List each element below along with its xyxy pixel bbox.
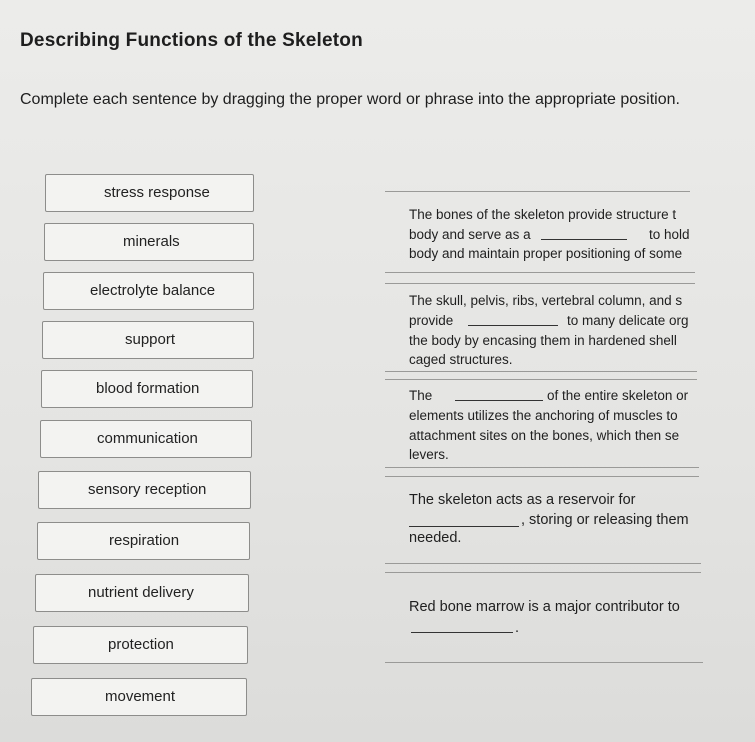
word-chip-support[interactable] <box>42 321 254 359</box>
sentence-line: elements utilizes the anchoring of muscles to <box>409 408 678 423</box>
drop-blank-movement[interactable] <box>455 388 543 401</box>
sentence-line: body and maintain proper positioning of some <box>409 246 683 261</box>
sentence-line: needed. <box>409 530 462 546</box>
drop-blank-support[interactable] <box>541 227 627 240</box>
divider <box>385 379 697 380</box>
chip-label: movement <box>105 688 176 705</box>
sentence-support <box>385 205 755 265</box>
sentence-line: attachment sites on the bones, which then se <box>409 428 680 443</box>
sentence-line: to many delicate org <box>567 313 689 328</box>
word-chip-nutrient-delivery[interactable] <box>35 574 249 612</box>
sentence-minerals <box>385 491 755 551</box>
sentence-line: The skull, pelvis, ribs, vertebral column, and s <box>409 293 683 308</box>
divider <box>385 272 695 273</box>
chip-label: blood formation <box>96 380 200 397</box>
sentence-line: of the entire skeleton or <box>547 388 689 403</box>
word-chip-respiration[interactable] <box>37 522 250 560</box>
sentence-line: , storing or releasing them <box>521 512 689 528</box>
chip-label: respiration <box>109 532 180 549</box>
chip-label: communication <box>97 430 198 447</box>
chip-label: support <box>125 331 176 348</box>
sentence-line: to hold <box>649 227 690 242</box>
sentence-line: . <box>515 620 520 636</box>
sentence-line: The bones of the skeleton provide structure t <box>409 207 677 222</box>
sentence-line: Red bone marrow is a major contributor to <box>409 599 680 615</box>
word-chip-minerals[interactable] <box>44 223 254 261</box>
drop-blank-minerals[interactable] <box>409 514 519 527</box>
word-chip-sensory-reception[interactable] <box>38 471 251 509</box>
drop-blank-protection[interactable] <box>468 313 558 326</box>
divider <box>385 467 699 468</box>
sentence-line: the body by encasing them in hardened shell <box>409 333 677 348</box>
word-chip-movement[interactable] <box>31 678 247 716</box>
sentence-line: levers. <box>409 447 449 462</box>
divider <box>385 283 695 284</box>
sentence-line: provide <box>409 313 454 328</box>
sentence-line: The skeleton acts as a reservoir for <box>409 492 636 508</box>
drop-blank-blood-formation[interactable] <box>411 620 513 633</box>
word-chip-electrolyte-balance[interactable] <box>43 272 254 310</box>
sentence-protection <box>385 291 755 371</box>
sentence-blood-formation <box>385 598 755 642</box>
chip-label: protection <box>108 636 174 653</box>
word-chip-blood-formation[interactable] <box>41 370 253 408</box>
divider <box>385 662 703 663</box>
chip-label: electrolyte balance <box>90 282 216 299</box>
chip-label: stress response <box>104 184 210 201</box>
page-title: Describing Functions of the Skeleton <box>20 30 363 51</box>
divider <box>385 371 697 372</box>
instructions: Complete each sentence by dragging the proper word or phrase into the appropriate position. <box>20 91 680 108</box>
divider <box>385 563 701 564</box>
chip-label: nutrient delivery <box>88 584 194 601</box>
sentence-movement <box>385 386 755 466</box>
word-chip-protection[interactable] <box>33 626 248 664</box>
divider <box>385 191 690 192</box>
sentence-line: caged structures. <box>409 352 513 367</box>
word-chip-communication[interactable] <box>40 420 252 458</box>
sentence-line: body and serve as a <box>409 227 531 242</box>
divider <box>385 476 699 477</box>
chip-label: minerals <box>123 233 180 250</box>
divider <box>385 572 701 573</box>
chip-label: sensory reception <box>88 481 207 498</box>
sentence-line: The <box>409 388 433 403</box>
word-chip-stress-response[interactable] <box>45 174 254 212</box>
